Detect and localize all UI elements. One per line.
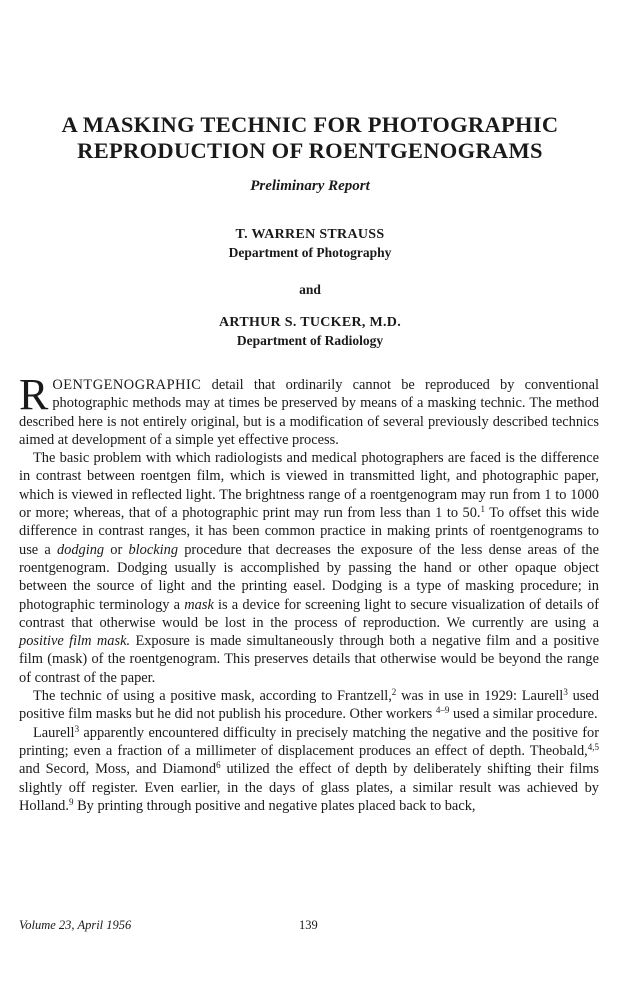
- author-block-1: [0, 226, 620, 262]
- article-title: [30, 112, 590, 164]
- emphasis-term: dodging: [56, 541, 105, 558]
- paragraph-text: utilized the effect of depth by deliberately shifting their films slightly off register. Even earlier, in the days of glass plates, a similar result was achieved by Holland.: [19, 761, 599, 814]
- paragraph-text: By printing through positive and negative plates placed back to back,: [73, 797, 476, 814]
- paragraph-4: [19, 724, 599, 815]
- paragraph-1: [19, 370, 599, 449]
- emphasis-term: mask: [184, 596, 214, 613]
- paragraph-text: and Secord, Moss, and Diamond: [19, 761, 217, 778]
- author-name: ARTHUR S. TUCKER, M.D.: [218, 315, 402, 330]
- paragraph-text: was in use in 1929: Laurell: [396, 688, 564, 705]
- article-body: [19, 370, 600, 815]
- title-line-1: A MASKING TECHNIC FOR PHOTOGRAPHIC: [61, 112, 559, 137]
- reference-marker: 2: [391, 687, 397, 698]
- paragraph-text: detail that ordinarily cannot be reproduced by conventional photographic methods may at times be preserved by means of a masking technic. The method described here is not entirely original, but is a modification of several previously described technics aimed at development of a simple yet effective process.: [19, 377, 599, 448]
- paragraph-3: [19, 687, 599, 724]
- reference-marker: 3: [74, 723, 80, 734]
- paragraph-text: Exposure is made simultaneously through both a negative film and a positive film (mask) of the roentgenogram. This preserves details that otherwise would be beyond the range of contrast of the paper.: [19, 633, 600, 686]
- title-line-2: REPRODUCTION OF ROENTGENOGRAMS: [77, 138, 543, 163]
- emphasis-term: positive film mask.: [19, 633, 131, 650]
- author-conjunction: and: [299, 282, 321, 297]
- paragraph-text: The technic of using a positive mask, according to Frantzell,: [33, 688, 392, 705]
- author-block-2: [0, 314, 620, 350]
- paragraph-text: used positive film masks but he did not publish his procedure. Other workers: [19, 688, 599, 723]
- paragraph-text: used a similar procedure.: [449, 706, 598, 723]
- emphasis-term: blocking: [128, 541, 179, 558]
- paragraph-text: is a device for screening light to secure visualization of details of contrast that otherwise would be lost in the process of reproduction. We currently are using a: [19, 596, 599, 631]
- paragraph-text: To offset this wide difference in contrast ranges, it has been common practice in making prints of roentgenograms to use a: [19, 505, 599, 558]
- reference-marker: 9: [68, 796, 74, 807]
- paragraph-text: Laurell: [33, 724, 75, 741]
- reference-marker: 3: [563, 687, 568, 698]
- reference-marker: 6: [216, 760, 221, 771]
- paragraph-text: The basic problem with which radiologists and medical photographers are faced is the difference in contrast between roentgen film, which is viewed in transmitted light, and photographic paper, which is viewed in reflected light. The brightness range of a roentgenogram may run from 1 to 1000 or more; whereas, that of a photographic print may run from less than 1 to 50.: [19, 450, 599, 522]
- article-subtitle: Preliminary Report: [250, 178, 370, 194]
- drop-cap: R: [19, 370, 49, 419]
- reference-marker: 4,5: [587, 741, 599, 752]
- paragraph-2: [19, 449, 599, 687]
- page-number: 139: [299, 918, 318, 932]
- lead-in-text: OENTGENOGRAPHIC: [52, 377, 202, 393]
- reference-marker: 1: [480, 504, 485, 515]
- author-department: Department of Photography: [228, 245, 392, 260]
- paragraph-text: procedure that decreases the exposure of the less dense areas of the roentgenogram. Dodging usually is accomplished by passing the hand or other opaque object between the source of light and the printing easel. Dodging is a type of masking procedure; in photographic terminology a: [19, 541, 600, 613]
- reference-marker: 4–9: [435, 705, 450, 716]
- author-department: Department of Radiology: [236, 333, 384, 348]
- author-name: T. WARREN STRAUSS: [235, 227, 385, 242]
- paragraph-text: or: [104, 541, 129, 558]
- journal-volume-footer: Volume 23, April 1956: [19, 918, 132, 932]
- paragraph-text: apparently encountered difficulty in precisely matching the negative and the positive for printing; even a fraction of a millimeter of displacement produces an effect of depth. Theobald,: [19, 724, 599, 759]
